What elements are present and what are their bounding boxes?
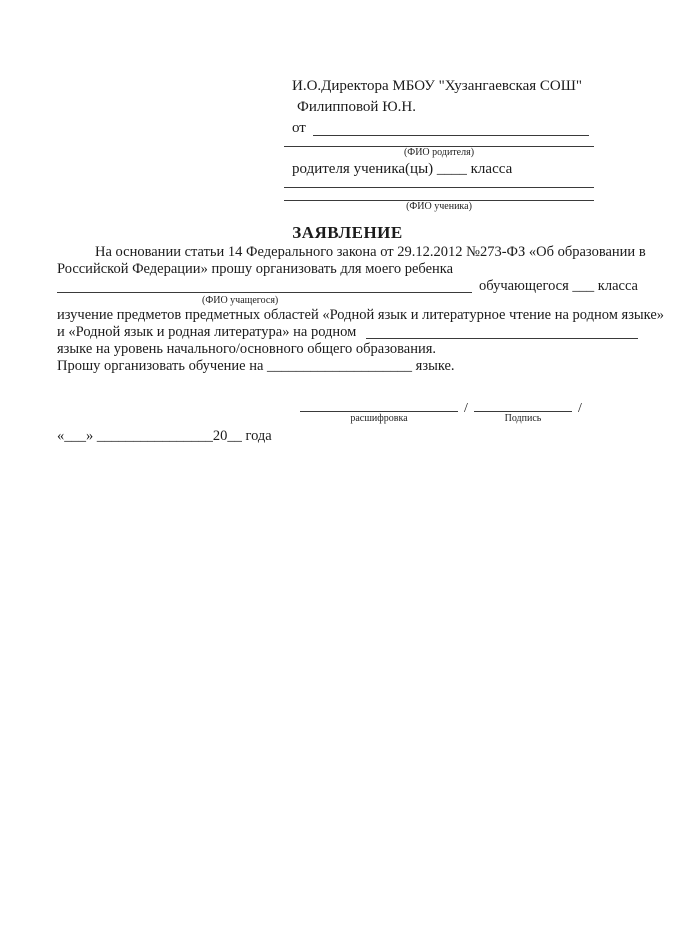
pupil-name-blank-line xyxy=(57,278,472,293)
addressee-block xyxy=(284,76,594,213)
addressee-line-1: И.О.Директора МБОУ "Хузангаевская СОШ" xyxy=(292,78,582,94)
statement-body xyxy=(57,222,665,375)
student-name-blank-line-2 xyxy=(284,188,594,201)
date-line: «___» ________________20__ года xyxy=(57,428,272,444)
parent-name-blank-line-2 xyxy=(284,139,594,147)
student-name-blank-line-1 xyxy=(284,180,594,188)
podpis-column xyxy=(474,402,572,426)
addressee-line-2: Филипповой Ю.Н. xyxy=(297,99,416,115)
rasshifrovka-label: расшифровка xyxy=(350,413,408,424)
from-label: от xyxy=(292,120,306,136)
rasshifrovka-column xyxy=(300,402,458,426)
rasshifrovka-blank-line xyxy=(300,402,458,412)
parent-of-pupil-line: родителя ученика(цы) ____ класса xyxy=(292,161,513,177)
from-line xyxy=(284,118,594,139)
native-language-prefix: и «Родной язык и родная литература» на родном xyxy=(57,324,357,340)
podpis-label: Подпись xyxy=(504,413,542,424)
legal-basis-line-2: Российской Федерации» прошу организовать для моего ребенка xyxy=(57,261,454,277)
parent-name-blank-line-1 xyxy=(313,118,589,136)
subjects-line: изучение предметов предметных областей «Родной язык и литературное чтение на родном языке» xyxy=(57,307,665,323)
native-language-blank-line xyxy=(366,324,638,339)
fio-pupil-label: (ФИО учащегося) xyxy=(202,295,279,306)
statement-title: ЗАЯВЛЕНИЕ xyxy=(292,223,403,242)
request-line: Прошу организовать обучение на ____________________ языке. xyxy=(57,358,455,374)
signature-block xyxy=(300,402,588,426)
education-level-line: языке на уровень начального/основного общего образования. xyxy=(57,341,437,357)
signature-slash-2: / xyxy=(578,401,582,416)
podpis-blank-line xyxy=(474,402,572,412)
fio-student-label: (ФИО ученика) xyxy=(406,201,472,212)
signature-slash-1: / xyxy=(464,401,468,416)
student-class-suffix: обучающегося ___ класса xyxy=(479,278,638,294)
fio-parent-label: (ФИО родителя) xyxy=(403,147,475,158)
legal-basis-line-1: На основании статьи 14 Федерального закона от 29.12.2012 №273-ФЗ «Об образовании в xyxy=(95,244,646,260)
pupil-name-line xyxy=(57,278,638,295)
native-language-line xyxy=(57,324,638,341)
